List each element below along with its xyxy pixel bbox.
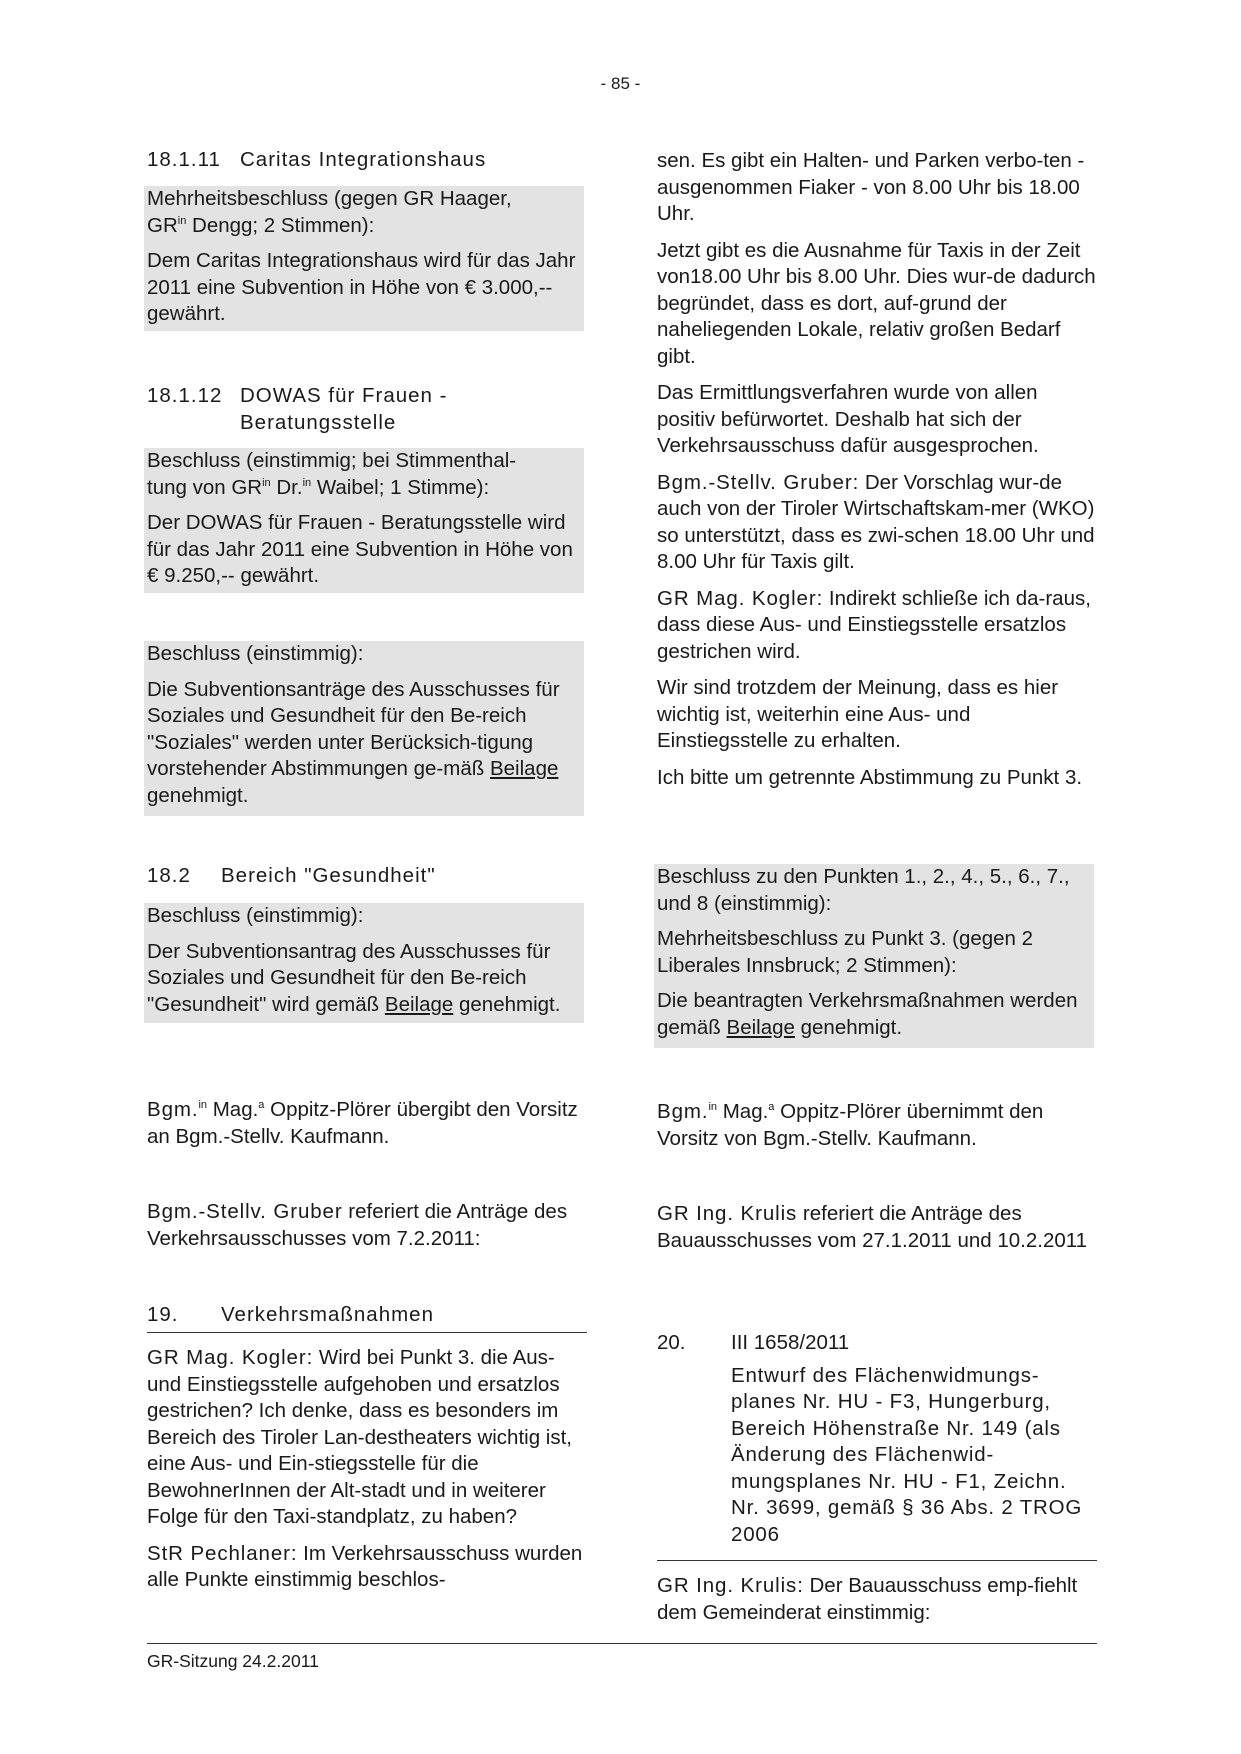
section-heading-20 bbox=[657, 1330, 1097, 1558]
page-number: - 85 - bbox=[600, 74, 641, 93]
section-20-number-row bbox=[657, 1330, 1097, 1357]
paragraph: Wir sind trotzdem der Meinung, dass es hier wichtig ist, weiterhin eine Aus- und Einstiegsstelle zu erhalten. bbox=[657, 676, 1059, 752]
section-number: 18.1.12 bbox=[147, 384, 223, 407]
beilage-link[interactable]: Beilage bbox=[384, 992, 454, 1016]
speech-text: Im Verkehrsausschuss wurden alle Punkte einstimmig beschlos- bbox=[147, 1541, 583, 1591]
vote-line-1: Mehrheitsbeschluss (gegen GR Haager, bbox=[147, 187, 512, 210]
decision-box-dowas bbox=[144, 448, 584, 593]
title-bgm: Bgm. bbox=[147, 1098, 199, 1121]
superscript: in bbox=[177, 214, 187, 227]
section-number: 20. bbox=[657, 1331, 686, 1354]
chair-takeover bbox=[657, 1099, 1097, 1162]
speech-text: Wird bei Punkt 3. die Aus- und Einstiegsstelle aufgehoben und ersatzlos gestrichen? Ich denke, dass es besonders im Bereich des Tiroler Lan-destheaters wichtig ist, eine Aus- und Ein-stiegsstelle für die BewohnerInnen der Alt-stadt und in weiterer Folge für den Taxi-standplatz, zu haben? bbox=[147, 1346, 573, 1528]
decision-text-body: Die beantragten Verkehrsmaßnahmen werden gemäß bbox=[657, 989, 1078, 1039]
section-heading-18-1-11 bbox=[147, 147, 587, 174]
title-mag: Mag. bbox=[717, 1100, 769, 1123]
decision-text bbox=[147, 677, 581, 810]
superscript: a bbox=[768, 1101, 775, 1113]
vote-line-2-post: Dengg; 2 Stimmen): bbox=[186, 213, 375, 237]
section-title: Verkehrsmaßnahmen bbox=[221, 1303, 434, 1326]
report-intro-text bbox=[147, 1199, 587, 1252]
report-body: referiert die Anträge des Bauausschusses vom 27.1.2011 und 10.2.2011 bbox=[657, 1202, 1088, 1252]
decision-vote: Beschluss zu den Punkten 1., 2., 4., 5., 6., 7., und 8 (einstimmig): bbox=[657, 865, 1070, 915]
report-body: referiert die Anträge des Verkehrsausschusses vom 7.2.2011: bbox=[147, 1200, 568, 1250]
speaker-name: Bgm.-Stellv. Gruber: bbox=[657, 470, 860, 494]
decision-text: Dem Caritas Integrationshaus wird für das Jahr 2011 eine Subvention in Höhe von € 3.000,-- gewährt. bbox=[147, 249, 576, 325]
decision-box-gesundheit bbox=[144, 903, 584, 1023]
section-20-body bbox=[657, 1573, 1097, 1626]
chair-handover bbox=[147, 1097, 587, 1160]
section-divider bbox=[657, 1560, 1097, 1561]
superscript: in bbox=[198, 1099, 208, 1111]
vote-line-2-mid: Dr. bbox=[270, 475, 303, 499]
decision-vote: Beschluss (einstimmig): bbox=[147, 904, 364, 927]
decision-vote: Beschluss (einstimmig): bbox=[147, 642, 364, 665]
paragraph: Das Ermittlungsverfahren wurde von allen positiv befürwortet. Deshalb hat sich der Verkehrsausschuss dafür ausgesprochen. bbox=[657, 381, 1039, 457]
section-reference: III 1658/2011 bbox=[731, 1331, 850, 1354]
section-number: 18.2 bbox=[147, 864, 191, 887]
section-title bbox=[240, 383, 587, 436]
section-number: 18.1.11 bbox=[147, 148, 221, 171]
speech-kogler bbox=[147, 1345, 587, 1531]
footer-divider bbox=[147, 1643, 1097, 1644]
beilage-link[interactable]: Beilage bbox=[489, 757, 559, 780]
vote-line-2-pre: GR bbox=[147, 213, 178, 237]
speaker-name: GR Ing. Krulis: bbox=[657, 1574, 804, 1597]
chair-handover-text bbox=[147, 1097, 587, 1150]
chair-takeover-text bbox=[657, 1099, 1097, 1152]
section-number: 19. bbox=[147, 1303, 179, 1326]
vote-line-2-post: Waibel; 1 Stimme): bbox=[311, 475, 490, 499]
decision-text-end: genehmigt. bbox=[147, 783, 249, 807]
decision-vote bbox=[147, 448, 581, 501]
decision-vote-point-3: Mehrheitsbeschluss zu Punkt 3. (gegen 2 Liberales Innsbruck; 2 Stimmen): bbox=[657, 927, 1034, 977]
section-title-line-1: DOWAS für Frauen - bbox=[240, 384, 448, 407]
takeover-body: Oppitz-Plörer übernimmt den Vorsitz von Bgm.-Stellv. Kaufmann. bbox=[657, 1100, 1044, 1150]
section-title: Entwurf des Flächenwidmungs-planes Nr. HU - F3, Hungerburg, Bereich Höhenstraße Nr. 149 (als Änderung des Flächenwid-mungsplanes Nr. HU - F1, Zeichn. Nr. 3699, gemäß § 36 Abs. 2 TROG 2006 bbox=[731, 1363, 1083, 1546]
section-title-line-2: Beratungsstelle bbox=[240, 410, 397, 434]
report-intro-verkehr bbox=[147, 1199, 587, 1262]
decision-text-end: genehmigt. bbox=[458, 992, 561, 1016]
title-mag: Mag. bbox=[207, 1098, 259, 1121]
speech-krulis bbox=[657, 1573, 1097, 1626]
decision-text-body: Der Subventionsantrag des Ausschusses für Soziales und Gesundheit für den Be-reich "Gesundheit" wird gemäß bbox=[147, 939, 551, 1016]
speech-gruber bbox=[657, 470, 1097, 576]
decision-text-end: genehmigt. bbox=[800, 1015, 903, 1039]
decision-text bbox=[147, 939, 581, 1019]
decision-box-caritas bbox=[144, 186, 584, 331]
paragraph: sen. Es gibt ein Halten- und Parken verbo-ten - ausgenommen Fiaker - von 8.00 Uhr bis 18.00 Uhr. bbox=[657, 149, 1085, 225]
paragraph: Ich bitte um getrennte Abstimmung zu Punkt 3. bbox=[657, 765, 1083, 789]
speech-text: Indirekt schließe ich da-raus, dass diese Aus- und Einstiegsstelle ersatzlos gestrichen wird. bbox=[657, 586, 1091, 663]
speech-pechlaner bbox=[147, 1541, 587, 1594]
speaker-name: GR Ing. Krulis bbox=[657, 1202, 798, 1225]
section-heading-19 bbox=[147, 1302, 587, 1329]
section-19-body bbox=[147, 1345, 587, 1594]
title-bgm: Bgm. bbox=[657, 1100, 709, 1123]
beilage-link[interactable]: Beilage bbox=[726, 1015, 795, 1039]
decision-box-verkehr bbox=[654, 864, 1094, 1048]
handover-body: Oppitz-Plörer übergibt den Vorsitz an Bgm.-Stellv. Kaufmann. bbox=[147, 1098, 578, 1148]
section-divider bbox=[147, 1332, 587, 1333]
section-title: Bereich "Gesundheit" bbox=[221, 864, 436, 887]
footer-text: GR-Sitzung 24.2.2011 bbox=[147, 1651, 319, 1671]
vote-line-1: Beschluss (einstimmig; bei Stimmenthal- bbox=[147, 449, 517, 472]
superscript: in bbox=[302, 476, 312, 489]
report-intro-bau bbox=[657, 1201, 1097, 1264]
decision-text bbox=[657, 988, 1091, 1041]
decision-text-body: Die Subventionsanträge des Ausschusses für Soziales und Gesundheit für den Be-reich "Soziales" werden unter Berücksich-tigung vorstehender Abstimmungen ge-mäß bbox=[147, 677, 560, 780]
section-title: Caritas Integrationshaus bbox=[240, 148, 487, 171]
section-heading-18-2 bbox=[147, 863, 587, 890]
speaker-name: GR Mag. Kogler: bbox=[147, 1346, 314, 1369]
speaker-name: StR Pechlaner: bbox=[147, 1541, 298, 1565]
decision-box-soziales bbox=[144, 641, 584, 816]
decision-text: Der DOWAS für Frauen - Beratungsstelle wird für das Jahr 2011 eine Subvention in Höhe von € 9.250,-- gewährt. bbox=[147, 511, 573, 587]
speech-text: Der Bauausschuss emp-fiehlt dem Gemeinderat einstimmig: bbox=[657, 1574, 1078, 1624]
speaker-name: GR Mag. Kogler: bbox=[657, 586, 824, 610]
paragraph: Jetzt gibt es die Ausnahme für Taxis in der Zeit von18.00 Uhr bis 8.00 Uhr. Dies wur-de dadurch begründet, dass es dort, auf-grund der naheliegenden Lokale, relativ großen Bedarf gibt. bbox=[657, 238, 1096, 368]
right-column-body bbox=[657, 148, 1097, 801]
decision-vote bbox=[147, 186, 581, 239]
superscript: a bbox=[258, 1099, 265, 1111]
speech-text: Der Vorschlag wur-de auch von der Tiroler Wirtschaftskam-mer (WKO) so unterstützt, dass es zwi-schen 18.00 Uhr und 8.00 Uhr für Taxis gilt. bbox=[657, 470, 1095, 573]
vote-line-2-pre: tung von GR bbox=[147, 475, 263, 499]
speech-kogler bbox=[657, 586, 1097, 666]
superscript: in bbox=[708, 1101, 718, 1113]
speaker-name: Bgm.-Stellv. Gruber bbox=[147, 1200, 343, 1223]
superscript: in bbox=[262, 476, 271, 489]
section-heading-18-1-12 bbox=[147, 383, 587, 436]
report-intro-text bbox=[657, 1201, 1097, 1254]
